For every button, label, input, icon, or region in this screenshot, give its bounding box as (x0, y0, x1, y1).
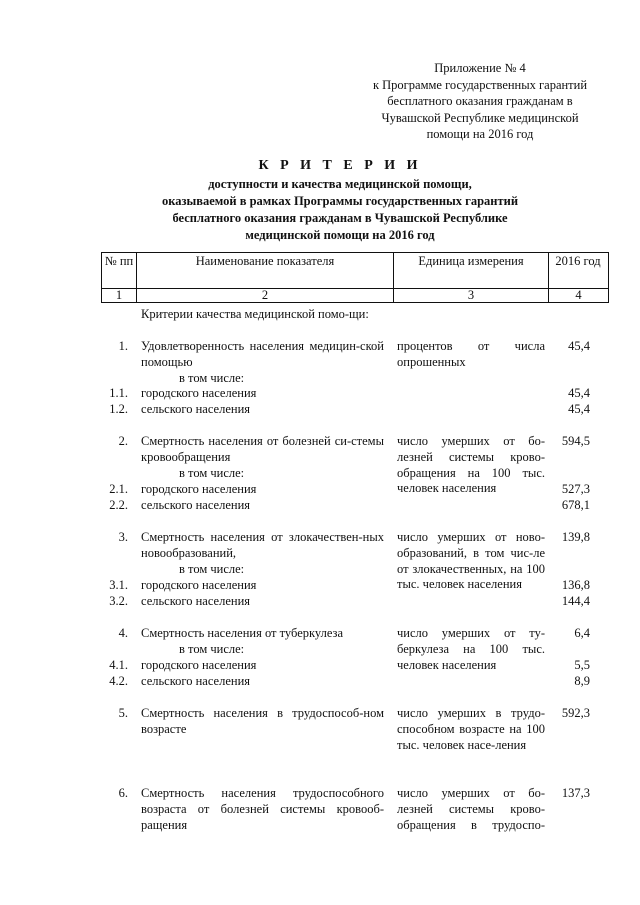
row-value: 45,4 (568, 402, 590, 416)
row-value: 527,3 (561, 482, 590, 496)
heading-line: доступности и качества медицинской помощи, (208, 177, 472, 191)
row-indicator: Смертность населения от злокачествен-ных новообразований, (141, 530, 384, 560)
row-indicator: сельского населения (141, 594, 251, 608)
row-value: 136,8 (561, 578, 590, 592)
header-year: 2016 год (555, 254, 601, 268)
heading-line: медицинской помощи на 2016 год (245, 228, 435, 242)
table-header (101, 252, 609, 303)
row-number: 2.2. (109, 498, 128, 512)
row-value: 8,9 (574, 674, 590, 688)
row-number: 2.1. (109, 482, 128, 496)
row-indicator: городского населения (141, 386, 257, 400)
row-number: 4. (118, 626, 128, 640)
including-label: в том числе: (179, 466, 245, 480)
including-label: в том числе: (179, 562, 245, 576)
document-heading (60, 156, 620, 244)
row-value: 678,1 (561, 498, 590, 512)
row-value: 137,3 (561, 786, 590, 800)
row-indicator: сельского населения (141, 674, 251, 688)
header-name: Наименование показателя (195, 254, 335, 268)
annex-line: Приложение № 4 (434, 61, 526, 75)
row-number: 4.1. (109, 658, 128, 672)
row-number: 3.2. (109, 594, 128, 608)
header-unit: Единица измерения (418, 254, 524, 268)
row-indicator: сельского населения (141, 402, 251, 416)
row-number: 5. (118, 706, 128, 720)
row-value: 594,5 (561, 434, 590, 448)
row-indicator: городского населения (141, 658, 257, 672)
row-number: 3. (118, 530, 128, 544)
row-value: 45,4 (568, 386, 590, 400)
row-number: 1.2. (109, 402, 128, 416)
heading-line: бесплатного оказания гражданам в Чувашской Республике (172, 211, 508, 225)
row-number: 1. (118, 339, 128, 353)
col-number: 1 (115, 288, 123, 302)
header-num: № пп (104, 254, 134, 268)
row-indicator: Смертность населения трудоспособного возраста от болезней системы кровооб-ращения (141, 786, 384, 832)
table-border (608, 252, 609, 303)
row-value: 144,4 (561, 594, 590, 608)
annex-line: бесплатного оказания гражданам в (387, 94, 573, 108)
table-border (136, 252, 137, 303)
row-indicator: Смертность населения от болезней си-стемы кровообращения (141, 434, 384, 464)
annex-block (345, 60, 615, 143)
annex-line: помощи на 2016 год (426, 127, 534, 141)
including-label: в том числе: (179, 642, 245, 656)
row-unit: процентов от числа опрошенных (397, 339, 545, 369)
row-indicator: Смертность населения в трудоспособ-ном возрасте (141, 706, 384, 736)
row-number: 4.2. (109, 674, 128, 688)
row-value: 45,4 (568, 339, 590, 353)
table-border (101, 252, 609, 253)
annex-line: к Программе государственных гарантий (372, 77, 588, 92)
col-number: 3 (467, 288, 475, 302)
row-number: 1.1. (109, 386, 128, 400)
row-unit: число умерших от бо-лезней системы крово-обращения на 100 тыс. человек населения (397, 434, 545, 496)
including-label: в том числе: (179, 371, 245, 385)
row-unit: число умерших от бо-лезней системы крово-обращения в трудоспо- (397, 786, 545, 832)
annex-line: Чувашской Республике медицинской (381, 110, 579, 125)
row-value: 592,3 (561, 706, 590, 720)
row-value: 139,8 (561, 530, 590, 544)
row-unit: число умерших в трудо-способном возрасте на 100 тыс. человек насе-ления (397, 706, 545, 752)
row-indicator: Удовлетворенность населения медицин-ской помощью (141, 339, 384, 369)
col-number: 4 (575, 288, 582, 302)
table-border (548, 252, 549, 303)
row-number: 2. (118, 434, 128, 448)
row-indicator: Смертность населения от туберкулеза (141, 626, 344, 640)
row-value: 5,5 (574, 658, 590, 672)
document-title: К Р И Т Е Р И И (258, 158, 422, 173)
row-unit: число умерших от ту-беркулеза на 100 тыс. человек населения (397, 626, 545, 672)
row-indicator: сельского населения (141, 498, 251, 512)
table-border (101, 252, 102, 303)
heading-line: оказываемой в рамках Программы государственных гарантий (161, 194, 519, 208)
row-indicator: городского населения (141, 578, 257, 592)
table-border (393, 252, 394, 303)
row-number: 6. (118, 786, 128, 800)
row-number: 3.1. (109, 578, 128, 592)
row-unit: число умерших от ново-образований, в том чис-ле от злокачественных, на 100 тыс. человек населения (397, 530, 545, 592)
col-number: 2 (261, 288, 269, 302)
row-value: 6,4 (574, 626, 590, 640)
section-title: Критерии качества медицинской помо-щи: (141, 307, 369, 321)
row-indicator: городского населения (141, 482, 257, 496)
